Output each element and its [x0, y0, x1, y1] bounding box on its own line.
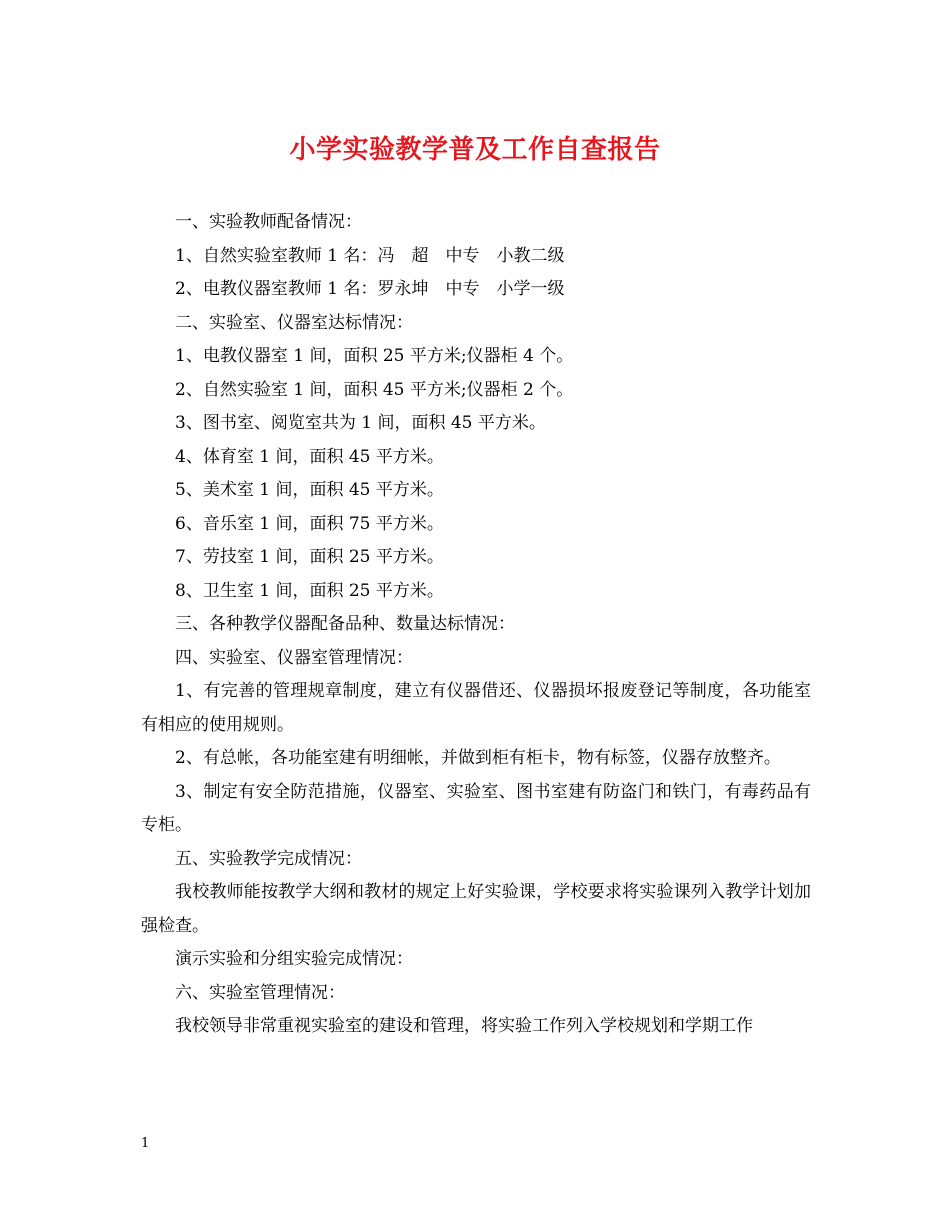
paragraph: 演示实验和分组实验完成情况：	[175, 949, 413, 969]
paragraph: 二、实验室、仪器室达标情况：	[175, 312, 413, 333]
paragraph: 7、劳技室 1 间，面积 25 平方米。	[175, 547, 444, 567]
paragraph: 2、自然实验室 1 间，面积 45 平方米;仪器柜 2 个。	[175, 379, 574, 400]
paragraph: 2、电教仪器室教师 1 名：罗永坤 中专 小学一级	[175, 279, 565, 299]
paragraph: 1、电教仪器室 1 间，面积 25 平方米;仪器柜 4 个。	[175, 346, 574, 366]
paragraph: 我校教师能按教学大纲和教材的规定上好实验课，学校要求将实验课列入教学计划加强检查。	[141, 882, 811, 936]
paragraph: 4、体育室 1 间，面积 45 平方米。	[175, 446, 444, 467]
paragraph: 5、美术室 1 间，面积 45 平方米。	[175, 480, 444, 500]
paragraph: 一、实验教师配备情况：	[175, 212, 362, 232]
document-title: 小学实验教学普及工作自查报告	[289, 135, 661, 165]
paragraph: 六、实验室管理情况：	[175, 982, 345, 1003]
paragraph: 8、卫生室 1 间，面积 25 平方米。	[175, 580, 444, 601]
paragraph: 1、有完善的管理规章制度，建立有仪器借还、仪器损坏报废登记等制度，各功能室有相应的使用规则。	[141, 681, 811, 735]
paragraph: 3、图书室、阅览室共为 1 间，面积 45 平方米。	[175, 413, 546, 433]
paragraph: 1、自然实验室教师 1 名：冯 超 中专 小教二级	[175, 245, 565, 266]
paragraph: 五、实验教学完成情况：	[175, 848, 362, 869]
page-number: 1	[141, 1136, 150, 1151]
document-body	[141, 206, 811, 1044]
paragraph: 我校领导非常重视实验室的建设和管理，将实验工作列入学校规划和学期工作	[175, 1016, 753, 1036]
paragraph: 6、音乐室 1 间，面积 75 平方米。	[175, 513, 444, 534]
paragraph: 2、有总帐，各功能室建有明细帐，并做到柜有柜卡，物有标签，仪器存放整齐。	[175, 748, 781, 768]
paragraph: 四、实验室、仪器室管理情况：	[175, 647, 413, 668]
paragraph: 3、制定有安全防范措施，仪器室、实验室、图书室建有防盗门和铁门，有毒药品有专柜。	[141, 781, 811, 835]
paragraph: 三、各种教学仪器配备品种、数量达标情况：	[175, 614, 515, 634]
